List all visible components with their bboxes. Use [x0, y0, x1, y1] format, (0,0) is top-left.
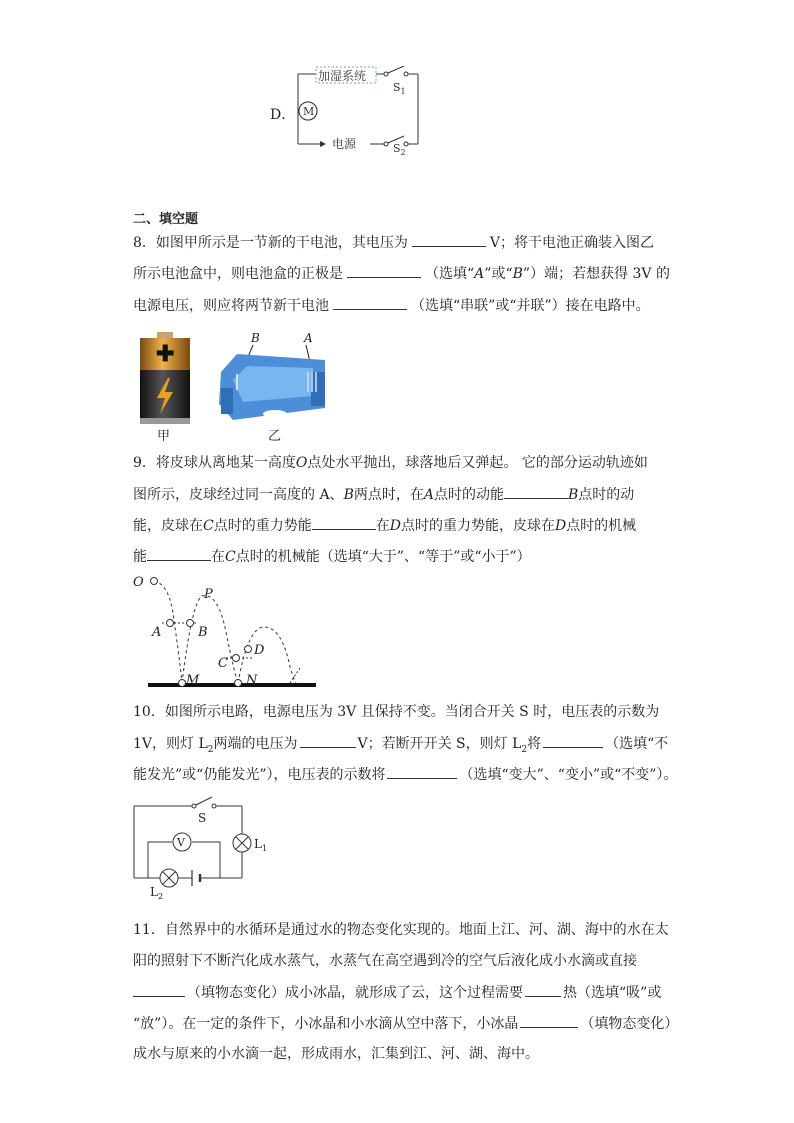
voltmeter-label: V — [177, 836, 185, 849]
q10-blank-3[interactable] — [387, 764, 457, 779]
label-d: D — [254, 643, 265, 658]
q9-line-2: 图所示，皮球经过同一高度的 A、B两点时，在A点时的动能 B点时的动 — [133, 484, 634, 505]
q10-line-2: 1V，则灯 $L_2$两端的电压为 V；若断开开关 S，则灯 $L_2$将 （选填“不 — [133, 733, 668, 760]
battery-plus-icon: ✚ — [156, 341, 175, 367]
q9-line-1: 9．将皮球从离地某一高度O点处水平抛出，球落地后又弹起。 它的部分运动轨迹如 — [133, 455, 648, 471]
q8-blank-3[interactable] — [333, 295, 407, 310]
humidifier-label: 加湿系统 — [318, 69, 367, 83]
label-o: O — [133, 575, 144, 590]
label-p: P — [204, 587, 213, 602]
point-o — [151, 578, 158, 585]
q11-blank-2[interactable] — [525, 982, 561, 997]
label-c: C — [218, 656, 228, 671]
q8-line-3: 电源电压，则应将两节新干电池 （选填“串联”或“并联”）接在电路中。 — [133, 295, 650, 316]
battery-box-image — [213, 330, 331, 422]
section-heading: 二、填空题 — [133, 212, 199, 227]
label-a: A — [152, 625, 162, 640]
q10-line-1: 10．如图所示电路，电源电压为 3V 且保持不变。当闭合开关 S 时，电压表的示数为 — [133, 704, 660, 720]
power-label: 电源 — [332, 137, 357, 151]
switch-s-label: S — [198, 811, 207, 825]
option-d-label: D． — [270, 107, 296, 123]
q8-blank-2[interactable] — [347, 263, 421, 278]
lamp-l2-label: $L_2$ — [150, 885, 164, 901]
q8-blank-1[interactable] — [412, 232, 486, 247]
battery-box-label-a: A — [304, 331, 313, 345]
q8-line-1: 8．如图甲所示是一节新的干电池，其电压为 V；将干电池正确装入图乙 — [133, 232, 654, 253]
lamp-l1-label: $L_1$ — [254, 837, 268, 853]
q10-circuit — [130, 796, 280, 906]
switch-s1-label: $S_1$ — [393, 81, 406, 96]
q11-blank-3[interactable] — [520, 1013, 578, 1028]
point-b — [187, 620, 194, 627]
trajectory-figure — [130, 572, 320, 692]
q9-blank-2[interactable] — [312, 515, 376, 530]
q9-blank-1[interactable] — [504, 484, 568, 499]
q10-line-3: 能发光”或“仍能发光”），电压表的示数将 （选填“变大”、“变小”或“不变”）。 — [133, 764, 677, 785]
q11-line-5: 成水与原来的小水滴一起，形成雨水，汇集到江、河、湖、海中。 — [133, 1046, 539, 1062]
q8-line-2: 所示电池盒中，则电池盒的正极是 （选填“A”或“B”）端；若想获得 3V 的 — [133, 263, 670, 284]
q9-blank-3[interactable] — [147, 546, 211, 561]
point-d — [245, 646, 252, 653]
option-d-circuit — [290, 66, 430, 158]
q10-blank-2[interactable] — [543, 733, 603, 748]
q9-line-4: 能 在C点时的机械能（选填“大于”、“等于”或“小于”） — [133, 546, 531, 567]
q11-line-4: “放”）。在一定的条件下，小冰晶和小水滴从空中落下，小冰晶 （填物态变化） — [133, 1013, 678, 1034]
q11-line-2: 阳的照射下不断汽化成水蒸气，水蒸气在高空遇到冷的空气后液化成小水滴或直接 — [133, 953, 637, 969]
switch-s2-label: $S_2$ — [393, 142, 406, 157]
fig-yi-label: 乙 — [268, 429, 282, 444]
q10-blank-1[interactable] — [300, 733, 356, 748]
fig-jia-label: 甲 — [157, 429, 171, 444]
point-a — [167, 620, 174, 627]
motor-symbol: M — [303, 105, 315, 118]
point-c — [233, 655, 240, 662]
point-n — [235, 680, 242, 687]
q11-line-3: （填物态变化）成小冰晶，就形成了云，这个过程需要 热（选填“吸”或 — [133, 982, 661, 1003]
point-m — [179, 680, 186, 687]
label-m: M — [186, 673, 200, 688]
q9-line-3: 能，皮球在C点时的重力势能 在D点时的重力势能，皮球在D点时的机械 — [133, 515, 636, 536]
label-n: N — [246, 673, 258, 688]
q11-blank-1[interactable] — [133, 982, 185, 997]
label-b: B — [198, 625, 208, 640]
battery-image — [137, 330, 193, 426]
q11-line-1: 11．自然界中的水循环是通过水的物态变化实现的。地面上江、河、湖、海中的水在太 — [133, 922, 669, 938]
battery-box-label-b: B — [251, 331, 260, 345]
